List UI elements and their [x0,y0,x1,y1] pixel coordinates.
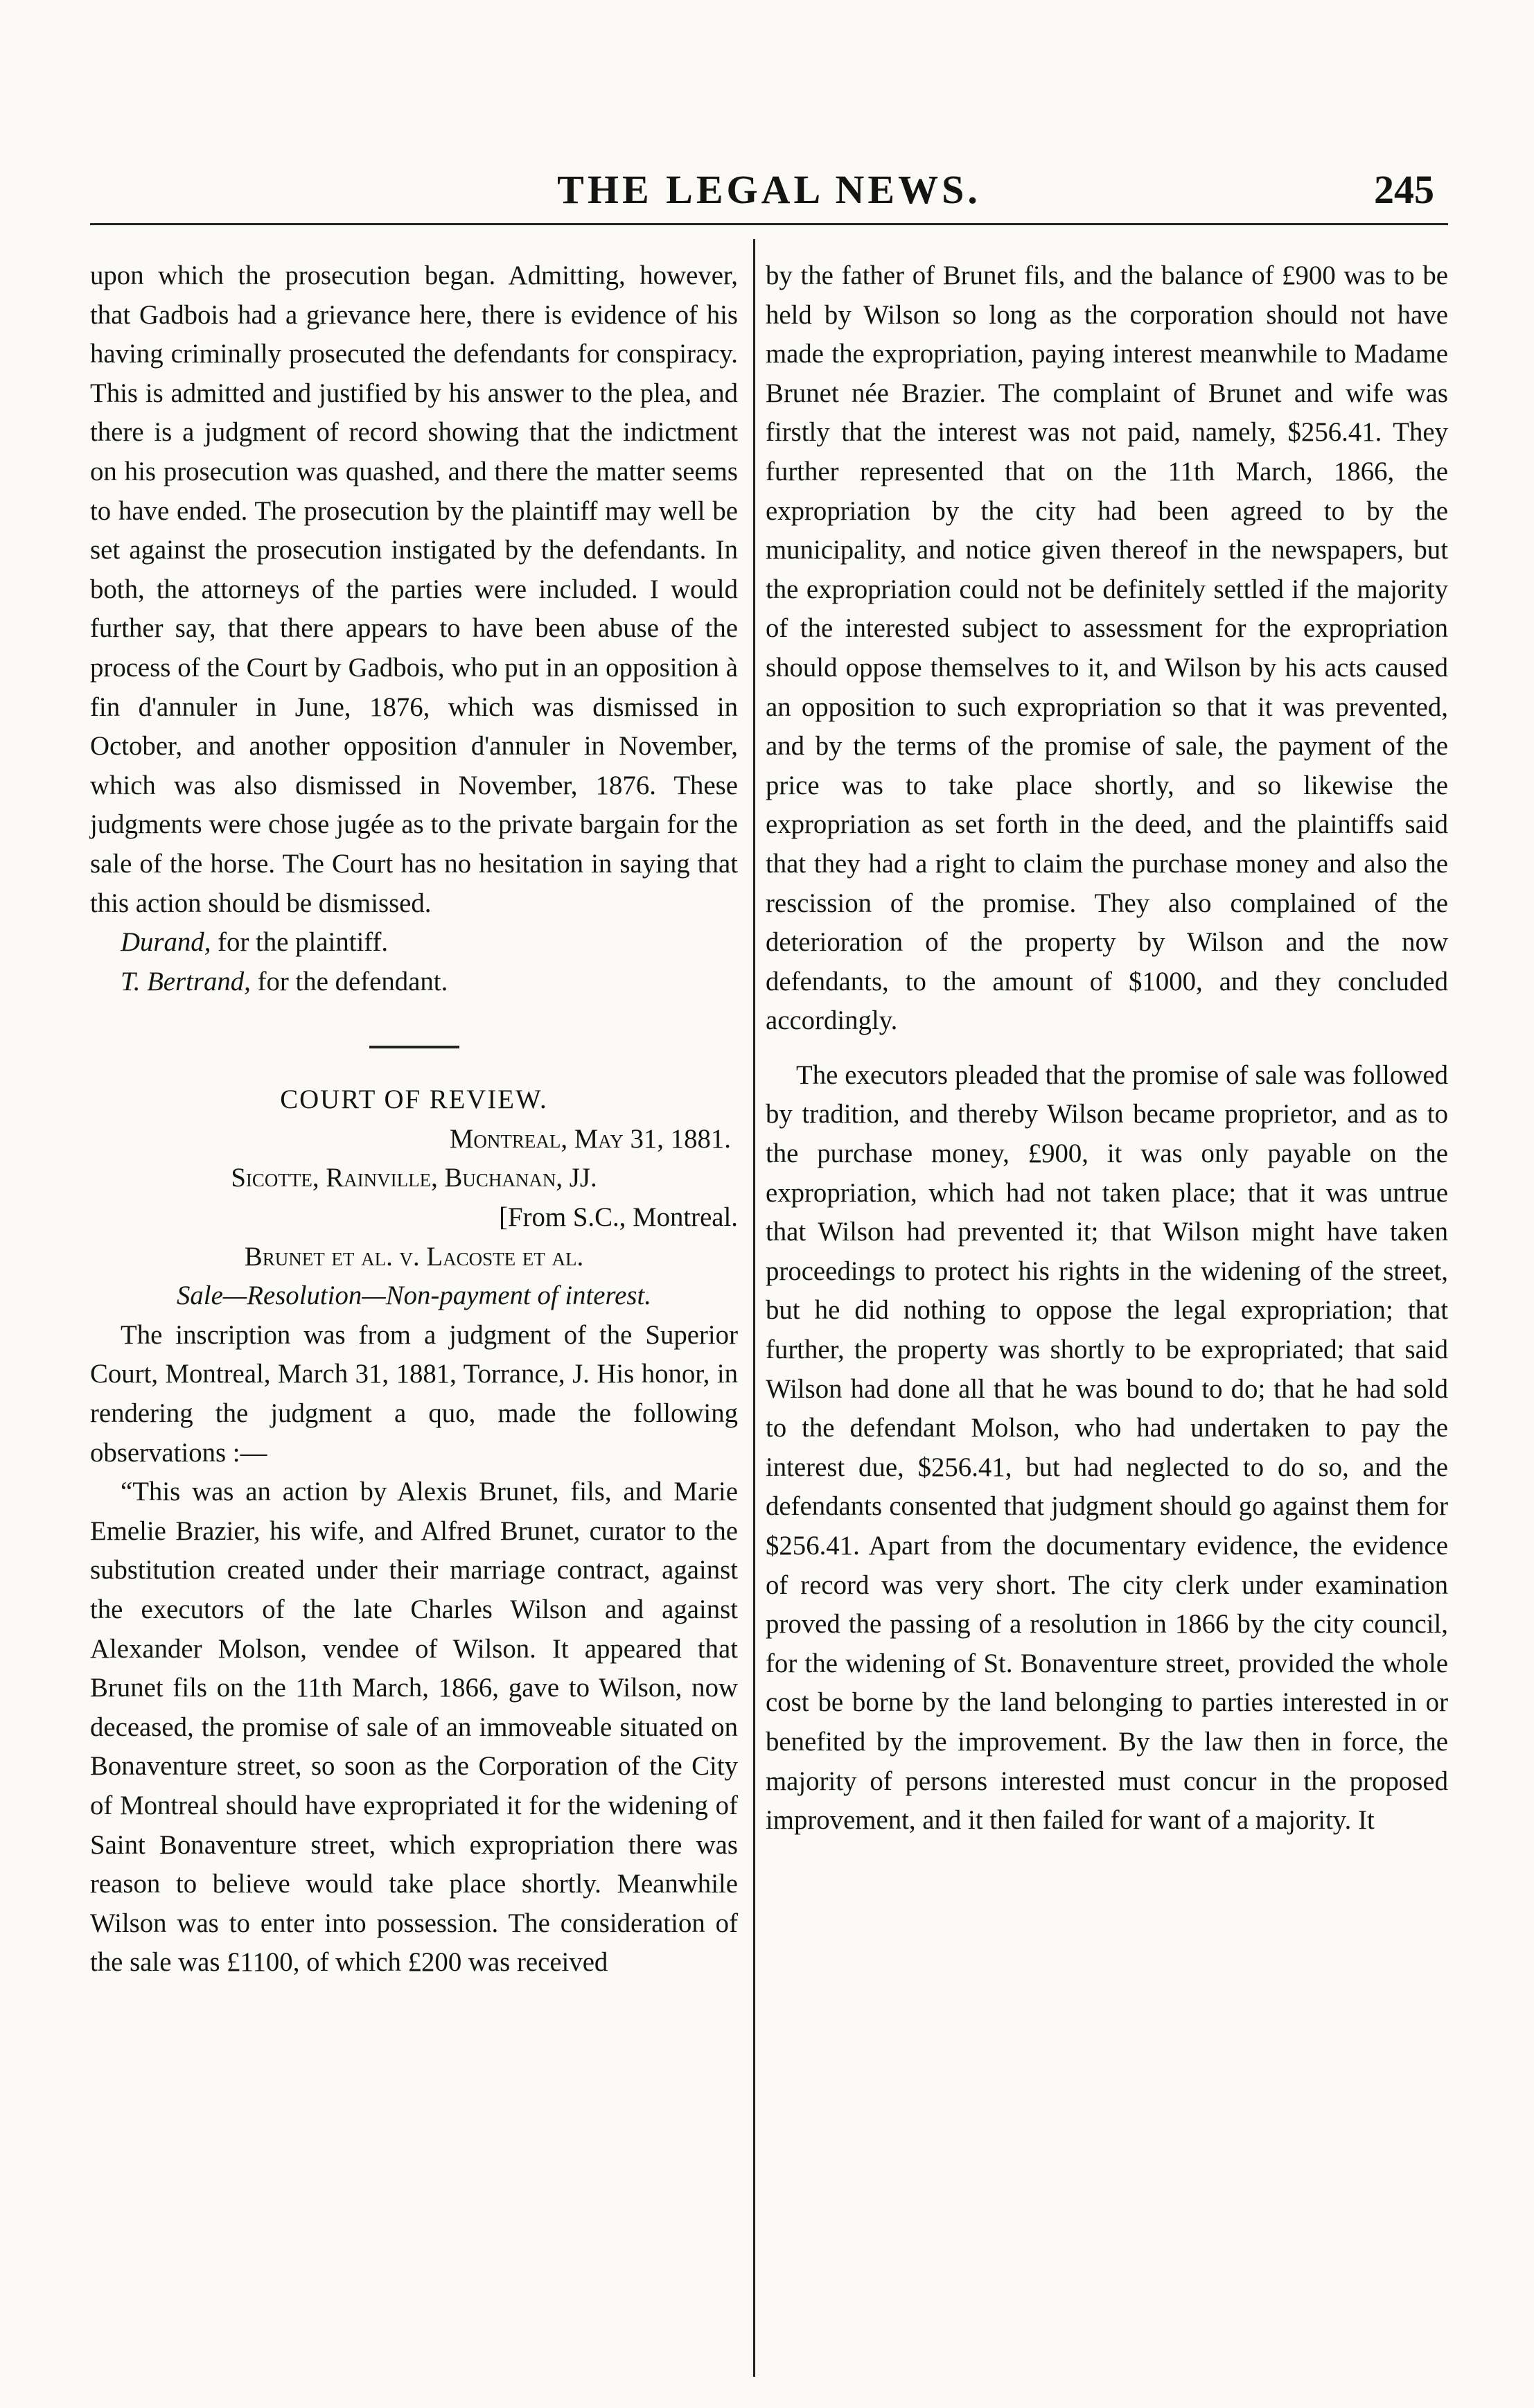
page-number: 245 [1374,167,1434,212]
case-title: Brunet et al. v. Lacoste et al. [244,1241,584,1272]
counsel-plaintiff [90,923,738,963]
right-paragraph-1: by the father of Brunet fils, and the balance of £900 was to be held by Wilson so long as the corporation should not have made the expropriation, paying interest meanwhile to Madame Brunet née Brazier. The complaint of Brunet and wife was firstly that the interest was not paid, namely, $256.41. They further represented that on the 11th March, 1866, the expropriation by the city had been agreed to by the municipality, and notice given thereof in the newspapers, but the expropriation could not be definitely settled if the majority of the interested subject to assessment for the expropriation should oppose themselves to it, and Wilson by his acts caused an opposition to such expropriation so that it was prevented, and by the terms of the promise of sale, the payment of the price was to take place shortly, and so likewise the expropriation as set forth in the deed, and the plaintiffs said that they had a right to claim the purchase money and also the rescission of the promise. They also complained of the deterioration of the property by Wilson and the now defendants, to the amount of $1000, and they concluded accordingly. [766,261,1448,1036]
page-header [90,166,1448,222]
section-divider [369,1046,459,1048]
quote-paragraph: “This was an action by Alexis Brunet, fils, and Marie Emelie Brazier, his wife, and Alfred Brunet, curator to the substitution created under their marriage contract, against the executors of the late Charles Wilson and against Alexander Molson, vendee of Wilson. It appeared that Brunet fils on the 11th March, 1866, gave to Wilson, now deceased, the promise of sale of an immoveable situated on Bonaventure street, so soon as the Corporation of the City of Montreal should have expropriated it for the widening of Saint Bonaventure street, which expropriation there was reason to believe would take place shortly. Meanwhile Wilson was to enter into possession. The consideration of the sale was £1100, of which £200 was received [90,1477,738,1978]
judges-line: Sicotte, Rainville, Buchanan, JJ. [231,1163,597,1193]
left-column [90,256,738,1983]
column-divider [753,239,755,2377]
date-line: Montreal, May 31, 1881. [449,1123,731,1154]
counsel-defendant-name: T. Bertrand, [121,966,251,996]
header-rule [90,223,1448,225]
court-heading: COURT OF REVIEW. [280,1084,548,1115]
inscription-paragraph: The inscription was from a judgment of the Superior Court, Montreal, March 31, 1881, Torrance, J. His honor, in rendering the judgment a quo, made the following observations :— [90,1319,738,1468]
right-column [766,256,1448,1840]
counsel-plaintiff-role: for the plaintiff. [218,927,389,958]
from-line: [From S.C., Montreal. [499,1202,738,1233]
right-paragraph-2: The executors pleaded that the promise of sale was followed by tradition, and thereby Wilson became proprietor, and as to the purchase money, £900, it was only payable on the expropriation, which had not taken place; that it was untrue that Wilson had prevented it; that Wilson might have taken proceedings to protect his rights in the widening of the street, but he did nothing to oppose the legal expropriation; that further, the property was shortly to be expropriated; that said Wilson had done all that he was bound to do; that he had sold to the defendant Molson, who had undertaken to pay the interest due, $256.41, but had neglected to do so, and the defendants consented that judgment should go against them for $256.41. Apart from the documentary evidence, the evidence of record was very short. The city clerk under examination proved the passing of a resolution in 1866 by the city council, for the widening of St. Bonaventure street, provided the whole cost be borne by the land belonging to parties interested in or benefited by the improvement. By the law then in force, the majority of persons interested must concur in the proposed improvement, and it then failed for want of a majority. It [766,1060,1448,1836]
opening-paragraph: upon which the prosecution began. Admitting, however, that Gadbois had a grievance here, there is evidence of his having criminally prosecuted the defendants for conspiracy. This is admitted and justified by his answer to the plea, and there is a judgment of record showing that the indictment on his prosecution was quashed, and there the matter seems to have ended. The prosecution by the plaintiff may well be set against the prosecution instigated by the defendants. In both, the attorneys of the parties were included. I would further say, that there appears to have been abuse of the process of the Court by Gadbois, who put in an opposition à fin d'annuler in June, 1876, which was dismissed in October, and another opposition d'annuler in November, which was also dismissed in November, 1876. These judgments were chose jugée as to the private bargain for the sale of the horse. The Court has no hesitation in saying that this action should be dismissed. [90,261,738,918]
counsel-plaintiff-name: Durand, [121,927,211,958]
journal-title: THE LEGAL NEWS. [557,167,981,212]
subject-line: Sale—Resolution—Non-payment of interest. [177,1281,651,1311]
counsel-defendant-role: for the defendant. [257,966,448,996]
counsel-defendant [90,963,738,1002]
